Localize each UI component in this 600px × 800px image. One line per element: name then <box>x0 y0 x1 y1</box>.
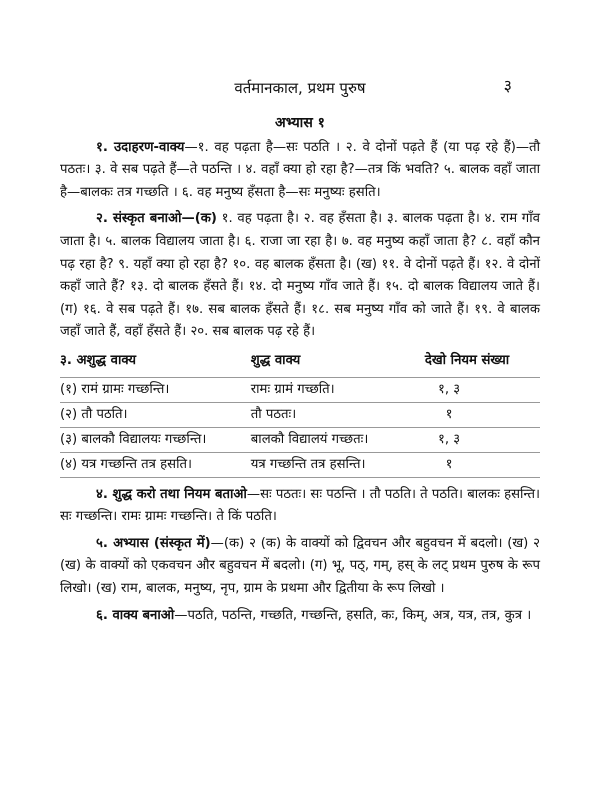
correct-sentence-cell: तौ पठतः। <box>251 402 394 427</box>
correct-sentence-cell: बालकौ विद्यालयं गच्छतः। <box>251 427 394 452</box>
table-row <box>60 402 540 427</box>
table-row <box>60 427 540 452</box>
rule-number-header: देखो नियम संख्या <box>394 348 540 377</box>
exercise-title: अभ्यास १ <box>275 115 325 131</box>
corrections-table <box>60 348 540 478</box>
make-sentences-paragraph <box>60 605 540 628</box>
translate-to-sanskrit-text: १. वह पढ़ता है। २. वह हँसता है। ३. बालक पढ़ता है। ४. राम गाँव जाता है। ५. बालक विद्यालय जाता है। ६. राजा जा रहा है। ७. वह मनुष्य कहाँ जाता है? ८. वहाँ कौन पढ़ रहा है? ९. यहाँ क्या हो रहा है? १०. वह बालक हँसता है। (ख) ११. वे दोनों पढ़ते हैं। १२. वे दोनों कहाँ जाते हैं? १३. दो बालक हँसते हैं। १४. दो मनुष्य गाँव जाते हैं। १५. दो बालक विद्यालय जाते हैं। (ग) १६. वे सब पढ़ते हैं। १७. सब बालक हँसते हैं। १८. सब मनुष्य गाँव को जाते हैं। १९. वे बालक जहाँ जाते हैं, वहाँ हँसते हैं। २०. सब बालक पढ़ रहे हैं। <box>60 211 540 340</box>
rule-number-cell: १, ३ <box>394 427 540 452</box>
correct-and-explain-paragraph <box>60 484 540 529</box>
example-sentences-label: १. उदाहरण-वाक्य <box>96 139 185 155</box>
correct-and-explain-label: ४. शुद्ध करो तथा नियम बताओ <box>96 486 247 502</box>
page-content <box>60 112 540 631</box>
example-sentences-text: —१. वह पढ़ता है—सः पठति । २. वे दोनों पढ़ते हैं (या पढ़ रहे हैं)—तौ पठतः। ३. वे सब पढ़ते हैं—ते पठन्ति । ४. वहाँ क्या हो रहा है?—तत्र किं भवति? ५. बालक वहाँ जाता है—बालकः तत्र गच्छति । ६. वह मनुष्य हँसता है—सः मनुष्यः हसति। <box>60 139 540 200</box>
sanskrit-exercise-paragraph <box>60 533 540 601</box>
incorrect-sentence-header: ३. अशुद्ध वाक्य <box>60 348 251 377</box>
rule-number-cell: १, ३ <box>394 377 540 402</box>
table-row <box>60 452 540 477</box>
incorrect-sentence-cell: (३) बालकौ विद्यालयः गच्छन्ति। <box>60 427 251 452</box>
incorrect-sentence-cell: (१) रामं ग्रामः गच्छन्ति। <box>60 377 251 402</box>
sanskrit-exercise-text: —(क) २ (क) के वाक्यों को द्विवचन और बहुवचन में बदलो। (ख) २ (ख) के वाक्यों को एकवचन और बहुवचन में बदलो। (ग) भू, पठ्, गम्, हस् के लट् प्रथम पुरुष के रूप लिखो। (ख) राम, बालक, मनुष्य, नृप, ग्राम के प्रथमा और द्वितीया के रूप लिखो । <box>60 535 540 596</box>
corrections-table-header <box>60 348 540 377</box>
sanskrit-exercise-label: ५. अभ्यास (संस्कृत में) <box>96 535 211 551</box>
make-sentences-text: —पठति, पठन्ति, गच्छति, गच्छन्ति, हसति, कः, किम्, अत्र, यत्र, तत्र, कुत्र । <box>174 607 532 623</box>
rule-number-cell: १ <box>394 452 540 477</box>
incorrect-sentence-cell: (२) तौ पठति। <box>60 402 251 427</box>
translate-to-sanskrit-label: २. संस्कृत बनाओ—(क) <box>96 211 217 227</box>
correct-sentence-cell: यत्र गच्छन्ति तत्र हसन्ति। <box>251 452 394 477</box>
correct-sentence-cell: रामः ग्रामं गच्छति। <box>251 377 394 402</box>
rule-number-cell: १ <box>394 402 540 427</box>
correct-sentence-header: शुद्ध वाक्य <box>251 348 394 377</box>
table-row <box>60 377 540 402</box>
example-sentences-paragraph <box>60 137 540 205</box>
incorrect-sentence-cell: (४) यत्र गच्छन्ति तत्र हसति। <box>60 452 251 477</box>
translate-to-sanskrit-paragraph <box>60 208 540 344</box>
page-number: ३ <box>503 76 512 95</box>
correct-and-explain-text: —सः पठतः। सः पठन्ति । तौ पठति। ते पठति। बालकः हसन्ति। सः गच्छन्ति। रामः ग्रामः गच्छन्ति। ते किं पठति। <box>60 486 540 525</box>
make-sentences-label: ६. वाक्य बनाओ <box>96 607 175 623</box>
running-title: वर्तमानकाल, प्रथम पुरुष <box>234 79 366 97</box>
page-header <box>0 78 600 102</box>
